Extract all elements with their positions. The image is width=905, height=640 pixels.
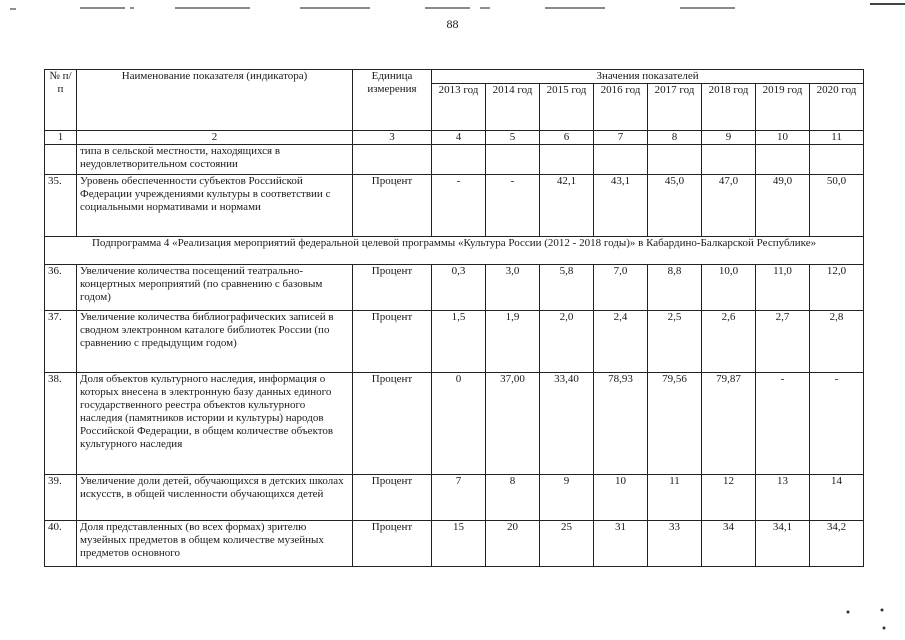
- row-name: Уровень обеспеченности субъектов Российской Федерации учреждениями культуры в соответствии с социальными нормативами и нормами: [77, 175, 353, 237]
- row-value: 34: [702, 521, 756, 567]
- row-value: 79,56: [648, 373, 702, 475]
- row-value: 8,8: [648, 265, 702, 311]
- column-number: 11: [810, 131, 864, 145]
- column-number: 4: [432, 131, 486, 145]
- row-value: 33: [648, 521, 702, 567]
- header-unit: Единица измерения: [353, 70, 432, 131]
- header-year: 2016 год: [594, 84, 648, 131]
- row-value: 25: [540, 521, 594, 567]
- row-name: Доля объектов культурного наследия, информация о которых внесена в электронную базу данных единого государственного реестра объектов культурного наследия (памятников истории и культуры) народов Российской Федерации, в общем количестве объектов культурного наследия: [77, 373, 353, 475]
- row-value: 12: [702, 475, 756, 521]
- row-value: 78,93: [594, 373, 648, 475]
- row-value: 20: [486, 521, 540, 567]
- row-value: -: [486, 175, 540, 237]
- column-number: 1: [45, 131, 77, 145]
- row-num: 37.: [45, 311, 77, 373]
- column-number: 9: [702, 131, 756, 145]
- row-name: Увеличение количества библиографических записей в сводном электронном каталоге библиотек России (по сравнению с предыдущим годом): [77, 311, 353, 373]
- row-value: 1,5: [432, 311, 486, 373]
- row-value: 42,1: [540, 175, 594, 237]
- row-name: Увеличение количества посещений театрально-концертных мероприятий (по сравнению с базовым годом): [77, 265, 353, 311]
- row-value: 45,0: [648, 175, 702, 237]
- row-value: 34,2: [810, 521, 864, 567]
- column-number: 6: [540, 131, 594, 145]
- row-value: 49,0: [756, 175, 810, 237]
- row-value: 8: [486, 475, 540, 521]
- row-name: Доля представленных (во всех формах) зрителю музейных предметов в общем количестве музейных предметов основного: [77, 521, 353, 567]
- row-value: -: [810, 373, 864, 475]
- row-value: 50,0: [810, 175, 864, 237]
- row-unit: Процент: [353, 265, 432, 311]
- row-value: 2,5: [648, 311, 702, 373]
- row-value: 14: [810, 475, 864, 521]
- row-value: 2,0: [540, 311, 594, 373]
- row-value: 47,0: [702, 175, 756, 237]
- table-row: [45, 521, 864, 567]
- header-year: 2014 год: [486, 84, 540, 131]
- continuation-row: [45, 145, 864, 175]
- row-value: 3,0: [486, 265, 540, 311]
- header-year: 2017 год: [648, 84, 702, 131]
- column-number: 10: [756, 131, 810, 145]
- column-number: 5: [486, 131, 540, 145]
- row-value: 2,4: [594, 311, 648, 373]
- table-row: [45, 373, 864, 475]
- row-value: 15: [432, 521, 486, 567]
- row-value: -: [432, 175, 486, 237]
- header-year: 2015 год: [540, 84, 594, 131]
- row-value: 2,6: [702, 311, 756, 373]
- header-num: № п/п: [45, 70, 77, 131]
- header-name: Наименование показателя (индикатора): [77, 70, 353, 131]
- row-value: 0,3: [432, 265, 486, 311]
- indicators-table: [44, 69, 864, 567]
- row-value: 11: [648, 475, 702, 521]
- row-value: 10,0: [702, 265, 756, 311]
- row-value: 33,40: [540, 373, 594, 475]
- header-year: 2018 год: [702, 84, 756, 131]
- table-row: [45, 311, 864, 373]
- row-value: 7: [432, 475, 486, 521]
- row-value: 5,8: [540, 265, 594, 311]
- row-num: 40.: [45, 521, 77, 567]
- header-year: 2020 год: [810, 84, 864, 131]
- page-number: 88: [446, 17, 459, 31]
- table-row: [45, 475, 864, 521]
- row-unit: Процент: [353, 521, 432, 567]
- subprogram-title: Подпрограмма 4 «Реализация мероприятий федеральной целевой программы «Культура России (2012 - 2018 годы)» в Кабардино-Балкарской Республике»: [45, 237, 864, 265]
- table-row: [45, 265, 864, 311]
- row-value: 79,87: [702, 373, 756, 475]
- row-value: 10: [594, 475, 648, 521]
- column-number: 3: [353, 131, 432, 145]
- row-value: 43,1: [594, 175, 648, 237]
- row-value: 1,9: [486, 311, 540, 373]
- row-num: 35.: [45, 175, 77, 237]
- column-number-row: [45, 131, 864, 145]
- row-value: 2,7: [756, 311, 810, 373]
- row-value: 13: [756, 475, 810, 521]
- row-unit: Процент: [353, 373, 432, 475]
- scan-dots: [840, 600, 900, 635]
- row-num: 36.: [45, 265, 77, 311]
- header-values-group: Значения показателей: [432, 70, 864, 84]
- row-value: 31: [594, 521, 648, 567]
- column-number: 2: [77, 131, 353, 145]
- header-year: 2019 год: [756, 84, 810, 131]
- subprogram-row: [45, 237, 864, 265]
- row-value: 11,0: [756, 265, 810, 311]
- row-num: 39.: [45, 475, 77, 521]
- row-value: 2,8: [810, 311, 864, 373]
- row-unit: Процент: [353, 475, 432, 521]
- table-row: [45, 175, 864, 237]
- row-num: 38.: [45, 373, 77, 475]
- row-unit: Процент: [353, 311, 432, 373]
- row-value: 34,1: [756, 521, 810, 567]
- row-value: 12,0: [810, 265, 864, 311]
- continuation-text: типа в сельской местности, находящихся в неудовлетворительном состоянии: [77, 145, 353, 175]
- column-number: 7: [594, 131, 648, 145]
- header-year: 2013 год: [432, 84, 486, 131]
- row-value: 9: [540, 475, 594, 521]
- row-value: 37,00: [486, 373, 540, 475]
- scan-artifact-marks: [0, 0, 905, 12]
- row-value: 7,0: [594, 265, 648, 311]
- column-number: 8: [648, 131, 702, 145]
- row-name: Увеличение доли детей, обучающихся в детских школах искусств, в общей численности обучающихся детей: [77, 475, 353, 521]
- row-value: -: [756, 373, 810, 475]
- row-unit: Процент: [353, 175, 432, 237]
- row-value: 0: [432, 373, 486, 475]
